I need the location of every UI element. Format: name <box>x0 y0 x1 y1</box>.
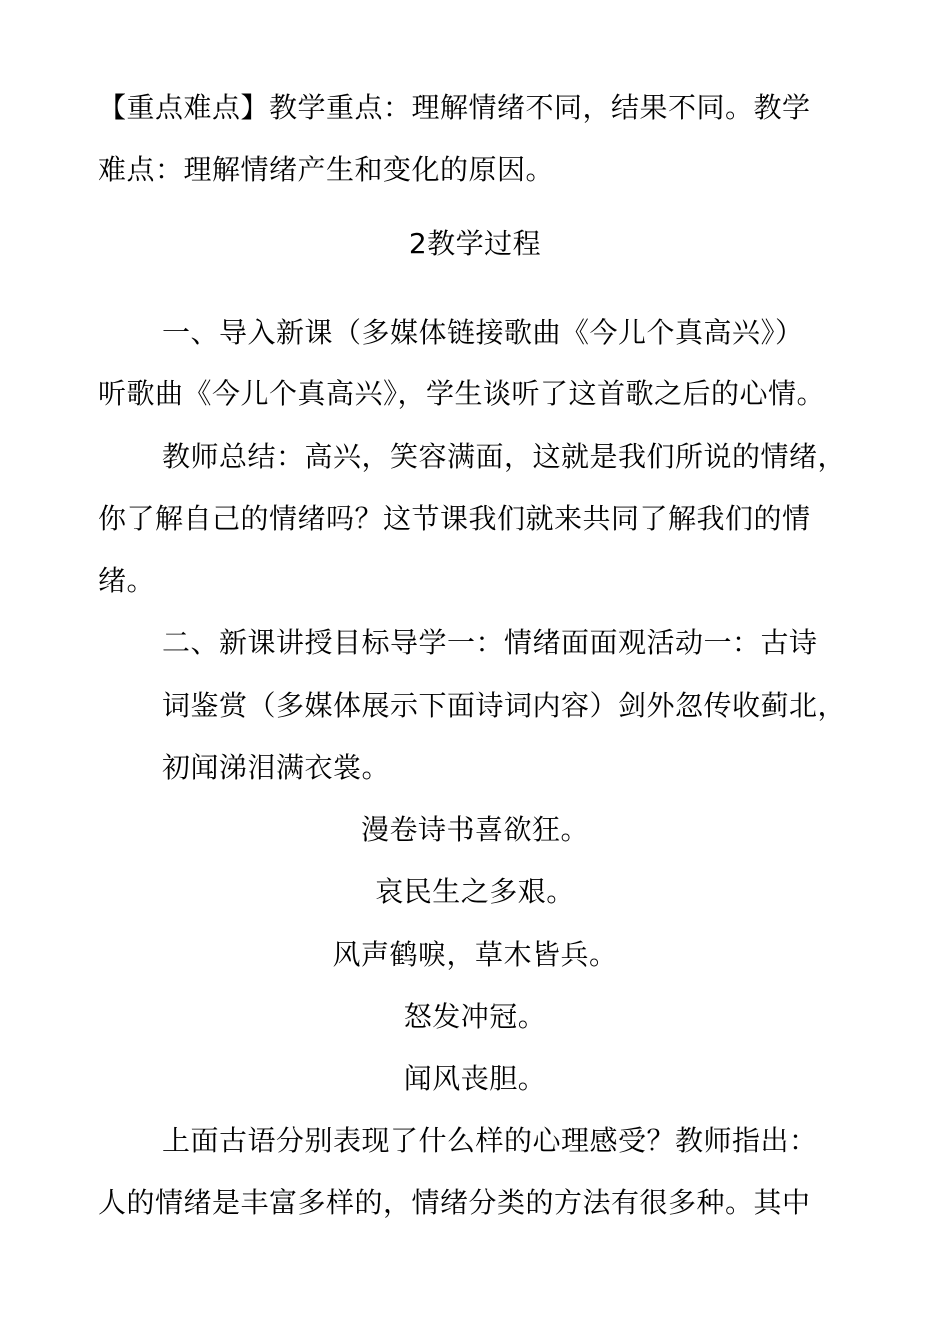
section-heading: 2教学过程 <box>408 227 542 260</box>
key-points-line-2: 难点：理解情绪产生和变化的原因。 <box>98 153 555 186</box>
poem-line-1: 漫卷诗书喜欲狂。 <box>360 813 589 846</box>
intro-line-1: 一、导入新课（多媒体链接歌曲《今儿个真高兴》） <box>162 316 804 349</box>
summary-line-1: 教师总结：高兴，笑容满面，这就是我们所说的情绪， <box>162 440 847 473</box>
new-lesson-line-1: 二、新课讲授目标导学一：情绪面面观活动一：古诗 <box>162 626 818 659</box>
poem-line-3: 风声鹤唳，草木皆兵。 <box>332 938 618 971</box>
summary-line-2: 你了解自己的情绪吗？这节课我们就来共同了解我们的情 <box>98 502 811 535</box>
question-line-1: 上面古语分别表现了什么样的心理感受？教师指出： <box>162 1124 818 1157</box>
key-points-line-1: 【重点难点】教学重点：理解情绪不同，结果不同。教学 <box>98 91 811 124</box>
poem-line-5: 闻风丧胆。 <box>403 1062 547 1095</box>
question-line-2: 人的情绪是丰富多样的，情绪分类的方法有很多种。其中 <box>98 1186 811 1219</box>
summary-line-3: 绪。 <box>98 564 156 597</box>
intro-line-2: 听歌曲《今儿个真高兴》，学生谈听了这首歌之后的心情。 <box>98 377 826 410</box>
poem-line-2: 哀民生之多艰。 <box>375 875 575 908</box>
new-lesson-line-2: 词鉴赏（多媒体展示下面诗词内容）剑外忽传收蓟北， <box>162 689 847 722</box>
new-lesson-line-3: 初闻涕泪满衣裳。 <box>162 751 391 784</box>
poem-line-4: 怒发冲冠。 <box>403 1000 547 1033</box>
